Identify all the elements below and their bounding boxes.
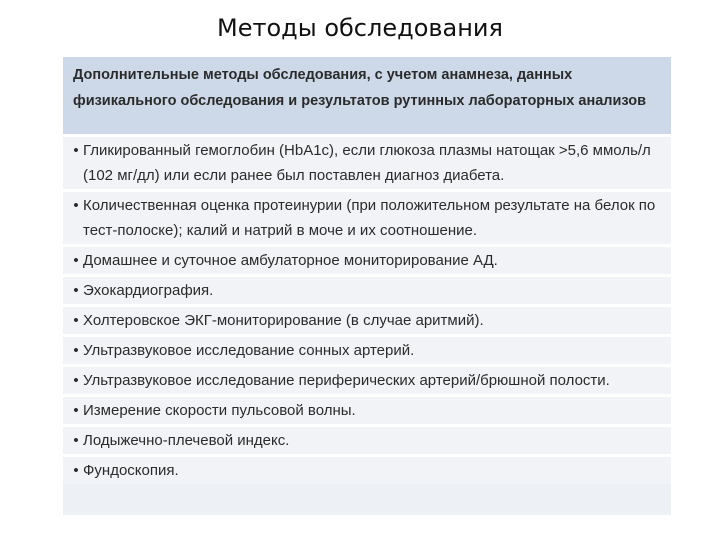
list-item bbox=[63, 304, 671, 334]
list-item bbox=[63, 364, 671, 394]
list-item bbox=[63, 424, 671, 454]
list-item bbox=[63, 189, 671, 244]
list-item bbox=[63, 454, 671, 484]
list-item-text: Измерение скорости пульсовой волны. bbox=[83, 402, 356, 419]
examination-methods-box bbox=[63, 57, 671, 515]
list-item bbox=[63, 334, 671, 364]
page-title: Методы обследования bbox=[217, 14, 503, 42]
bullet-icon: • bbox=[73, 402, 79, 419]
list-item-text: Лодыжечно-плечевой индекс. bbox=[83, 432, 290, 449]
list-item-text: Холтеровское ЭКГ-мониторирование (в случае аритмий). bbox=[83, 312, 484, 329]
bullet-icon: • bbox=[73, 432, 79, 449]
box-header: Дополнительные методы обследования, с учетом анамнеза, данных физикального обследования и результатов рутинных лабораторных анализов bbox=[63, 57, 671, 134]
list-item bbox=[63, 244, 671, 274]
list-item-text: Количественная оценка протеинурии (при положительном результате на белок по тест-полоске); калий и натрий в моче и их соотношение. bbox=[83, 197, 656, 239]
list-item bbox=[63, 134, 671, 189]
list-item-text: Гликированный гемоглобин (HbA1c), если глюкоза плазмы натощак >5,6 ммоль/л (102 мг/дл) или если ранее был поставлен диагноз диабета. bbox=[83, 142, 651, 184]
bullet-icon: • bbox=[73, 312, 79, 329]
bullet-icon: • bbox=[73, 342, 79, 359]
bullet-icon: • bbox=[73, 372, 79, 389]
list-item-text: Домашнее и суточное амбулаторное мониторирование АД. bbox=[83, 252, 498, 269]
bullet-icon: • bbox=[73, 252, 79, 269]
list-item-text: Ультразвуковое исследование периферических артерий/брюшной полости. bbox=[83, 372, 610, 389]
methods-list bbox=[63, 134, 671, 484]
bullet-icon: • bbox=[73, 197, 79, 214]
list-item bbox=[63, 274, 671, 304]
bullet-icon: • bbox=[73, 282, 79, 299]
bullet-icon: • bbox=[73, 142, 79, 159]
list-item-text: Фундоскопия. bbox=[83, 462, 179, 479]
list-item bbox=[63, 394, 671, 424]
list-item-text: Ультразвуковое исследование сонных артерий. bbox=[83, 342, 415, 359]
bullet-icon: • bbox=[73, 462, 79, 479]
list-item-text: Эхокардиография. bbox=[83, 282, 214, 299]
